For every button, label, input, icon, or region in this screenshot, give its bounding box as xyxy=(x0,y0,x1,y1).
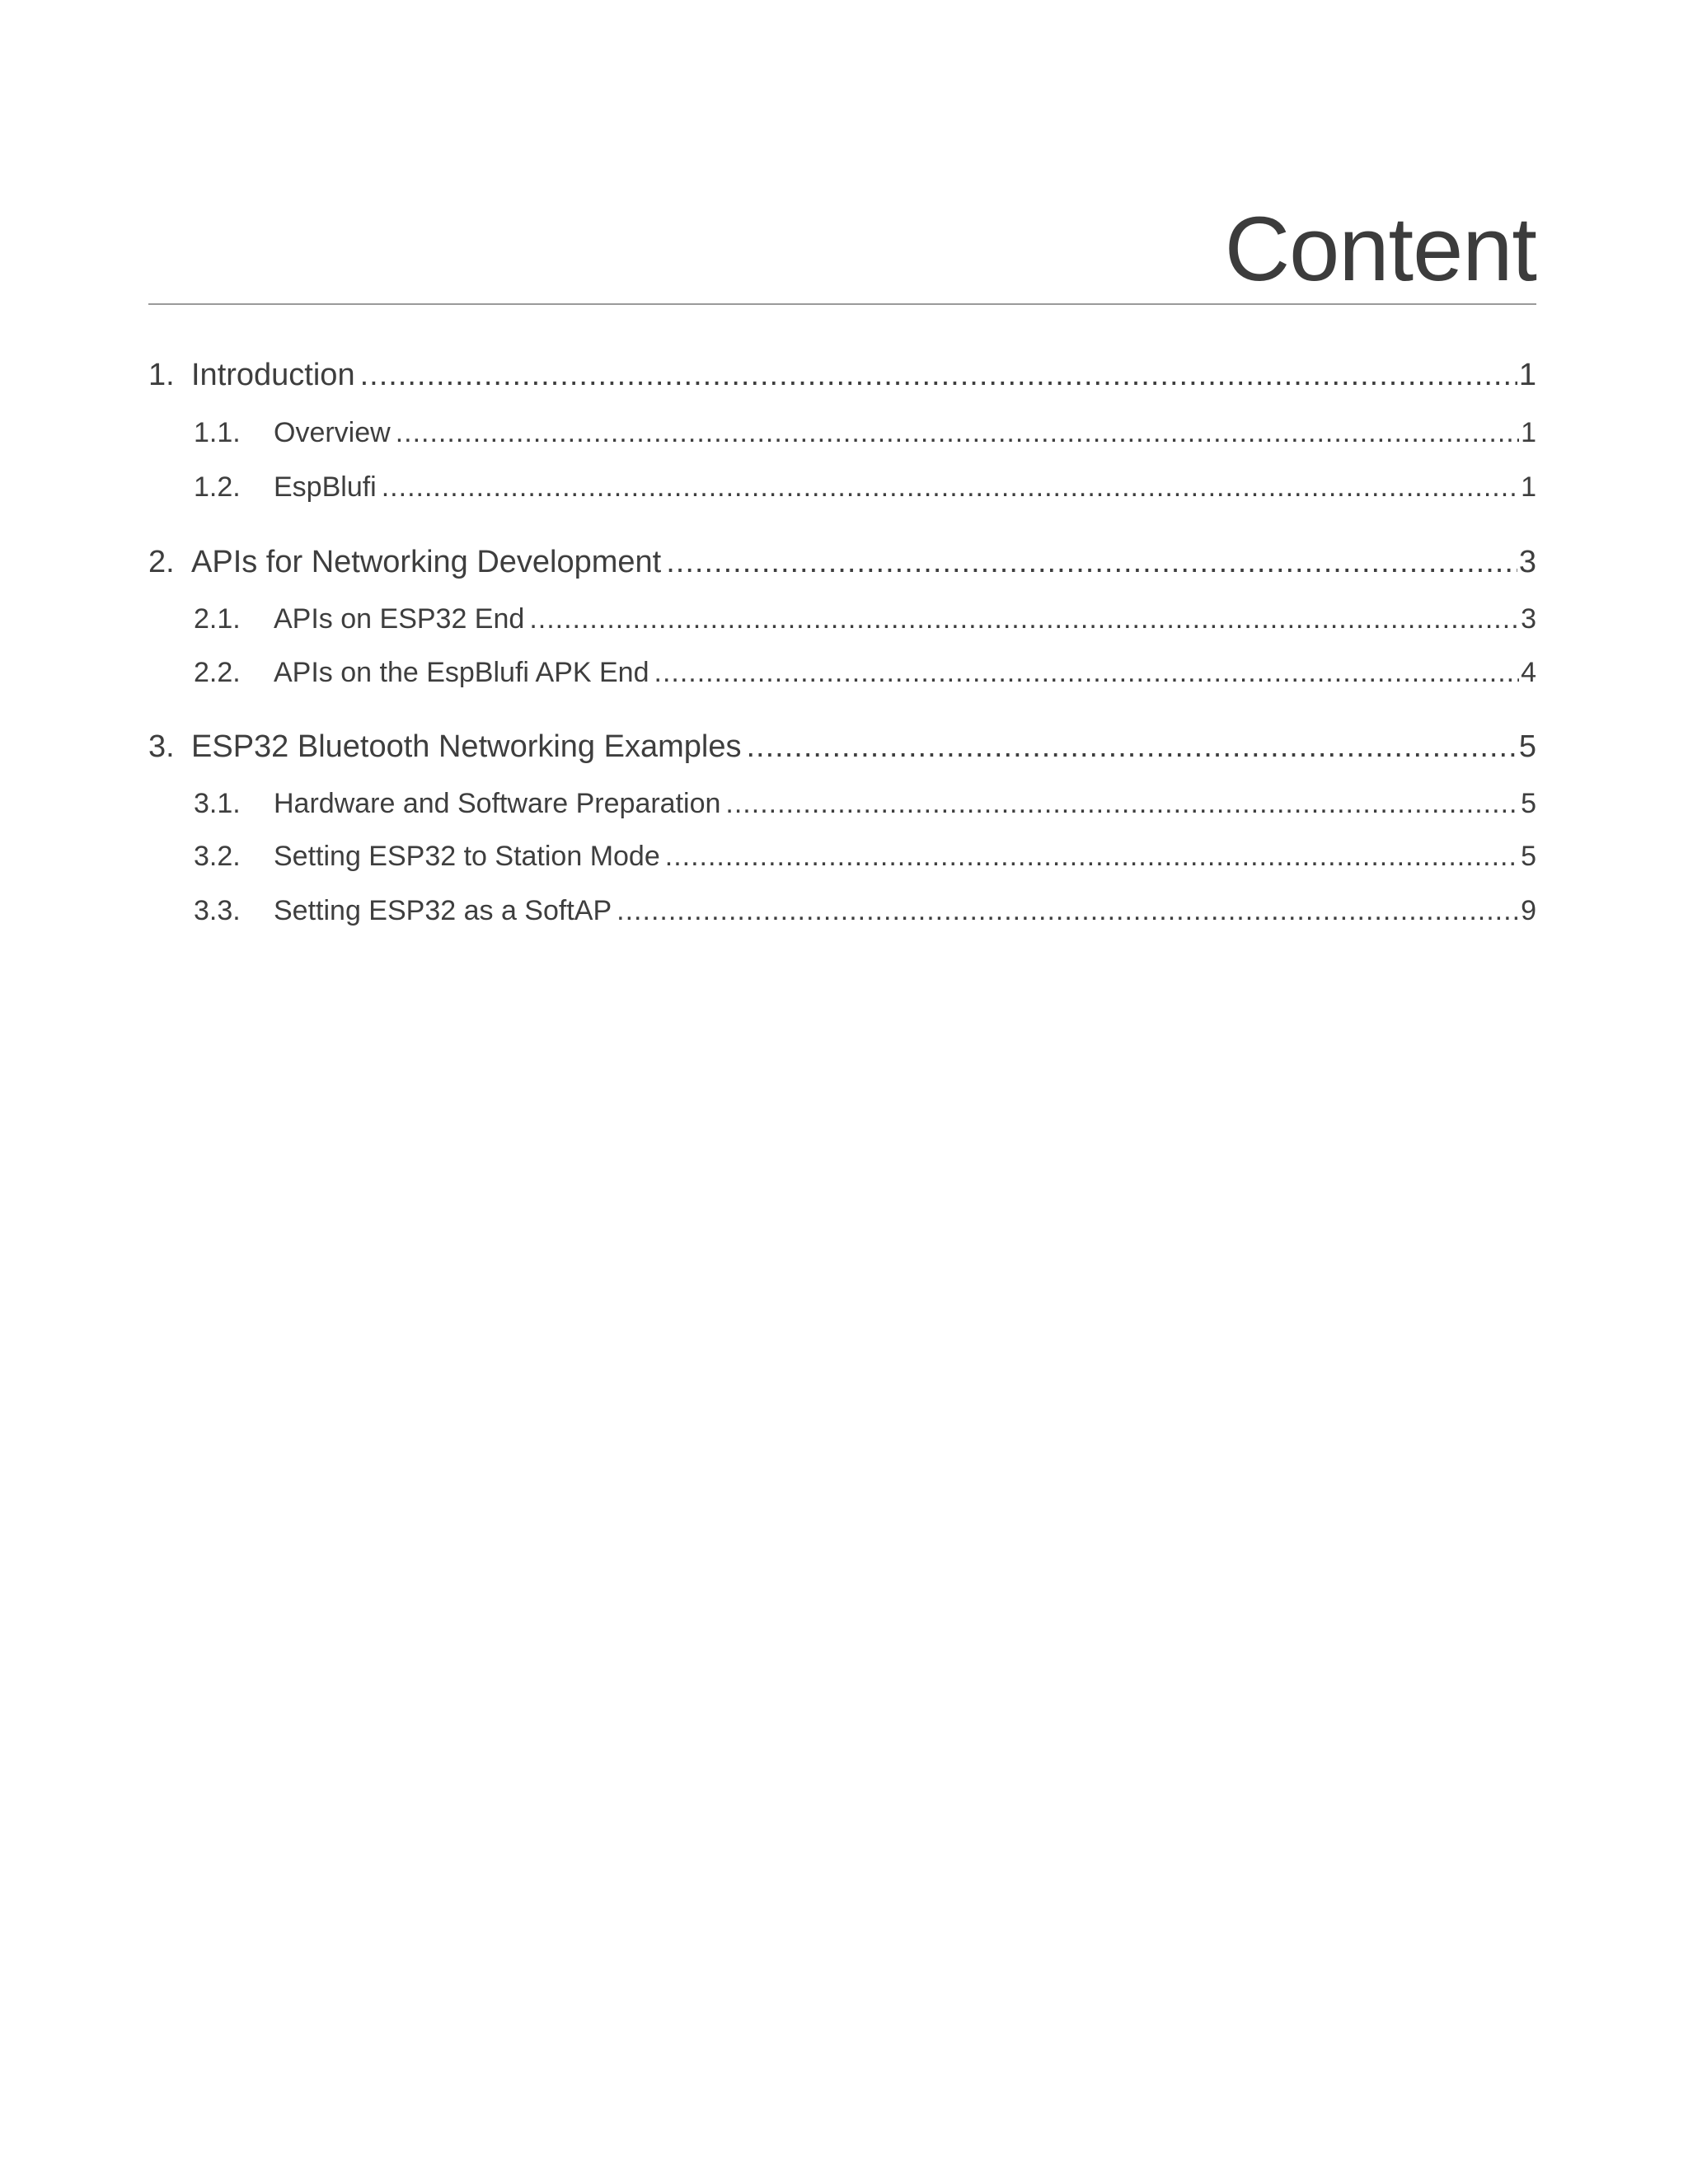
toc-entry-section-3[interactable] xyxy=(148,726,1536,767)
toc-entry-subsection-3-1[interactable] xyxy=(194,785,1536,823)
toc-entry-label: Hardware and Software Preparation xyxy=(274,788,721,819)
toc-entry-subsection-1-1[interactable] xyxy=(194,414,1536,452)
toc-entry-number: 2.1. xyxy=(194,603,241,635)
toc-entry-number: 2. xyxy=(148,545,175,579)
dot-leader xyxy=(382,468,1519,506)
toc-entry-label: Overview xyxy=(274,417,391,448)
dot-leader xyxy=(360,354,1517,396)
toc-entry-label: APIs on ESP32 End xyxy=(274,603,525,635)
toc-entry-page: 3 xyxy=(1518,545,1536,579)
toc-entry-page: 1 xyxy=(1521,417,1536,448)
toc-entry-label: ESP32 Bluetooth Networking Examples xyxy=(191,729,742,764)
toc-entry-label: Introduction xyxy=(191,358,355,392)
dot-leader xyxy=(746,726,1517,767)
toc-entry-page: 4 xyxy=(1521,657,1536,688)
toc-entry-page: 5 xyxy=(1521,788,1536,819)
toc-entry-number: 1.1. xyxy=(194,417,241,448)
page-title: Content xyxy=(1224,199,1536,300)
title-divider xyxy=(148,303,1536,305)
toc-entry-page: 3 xyxy=(1521,603,1536,635)
dot-leader xyxy=(654,654,1520,691)
toc-entry-number: 1.2. xyxy=(194,471,241,503)
toc-entry-subsection-2-1[interactable] xyxy=(194,600,1536,638)
toc-entry-number: 3.2. xyxy=(194,841,241,872)
toc-entry-number: 3.1. xyxy=(194,788,241,819)
toc-entry-page: 5 xyxy=(1521,841,1536,872)
toc-entry-section-2[interactable] xyxy=(148,541,1536,583)
toc-entry-page: 5 xyxy=(1518,729,1536,764)
dot-leader xyxy=(665,837,1519,875)
toc-entry-label: APIs for Networking Development xyxy=(191,545,662,579)
toc-entry-number: 2.2. xyxy=(194,657,241,688)
toc-entry-subsection-2-2[interactable] xyxy=(194,654,1536,691)
toc-entry-page: 1 xyxy=(1518,358,1536,392)
dot-leader xyxy=(396,414,1519,452)
toc-entry-subsection-3-2[interactable] xyxy=(194,837,1536,875)
dot-leader xyxy=(725,785,1519,823)
toc-entry-number: 3.3. xyxy=(194,895,241,926)
toc-entry-number: 1. xyxy=(148,358,175,392)
toc-entry-label: Setting ESP32 as a SoftAP xyxy=(274,895,612,926)
toc-entry-number: 3. xyxy=(148,729,175,764)
dot-leader xyxy=(617,892,1519,930)
toc-entry-subsection-3-3[interactable] xyxy=(194,892,1536,930)
toc-entry-subsection-1-2[interactable] xyxy=(194,468,1536,506)
toc-entry-page: 1 xyxy=(1521,471,1536,503)
toc-entry-section-1[interactable] xyxy=(148,354,1536,396)
dot-leader xyxy=(529,600,1519,638)
dot-leader xyxy=(666,541,1517,583)
toc-entry-page: 9 xyxy=(1521,895,1536,926)
toc-entry-label: Setting ESP32 to Station Mode xyxy=(274,841,660,872)
toc-entry-label: APIs on the EspBlufi APK End xyxy=(274,657,649,688)
toc-entry-label: EspBlufi xyxy=(274,471,377,503)
